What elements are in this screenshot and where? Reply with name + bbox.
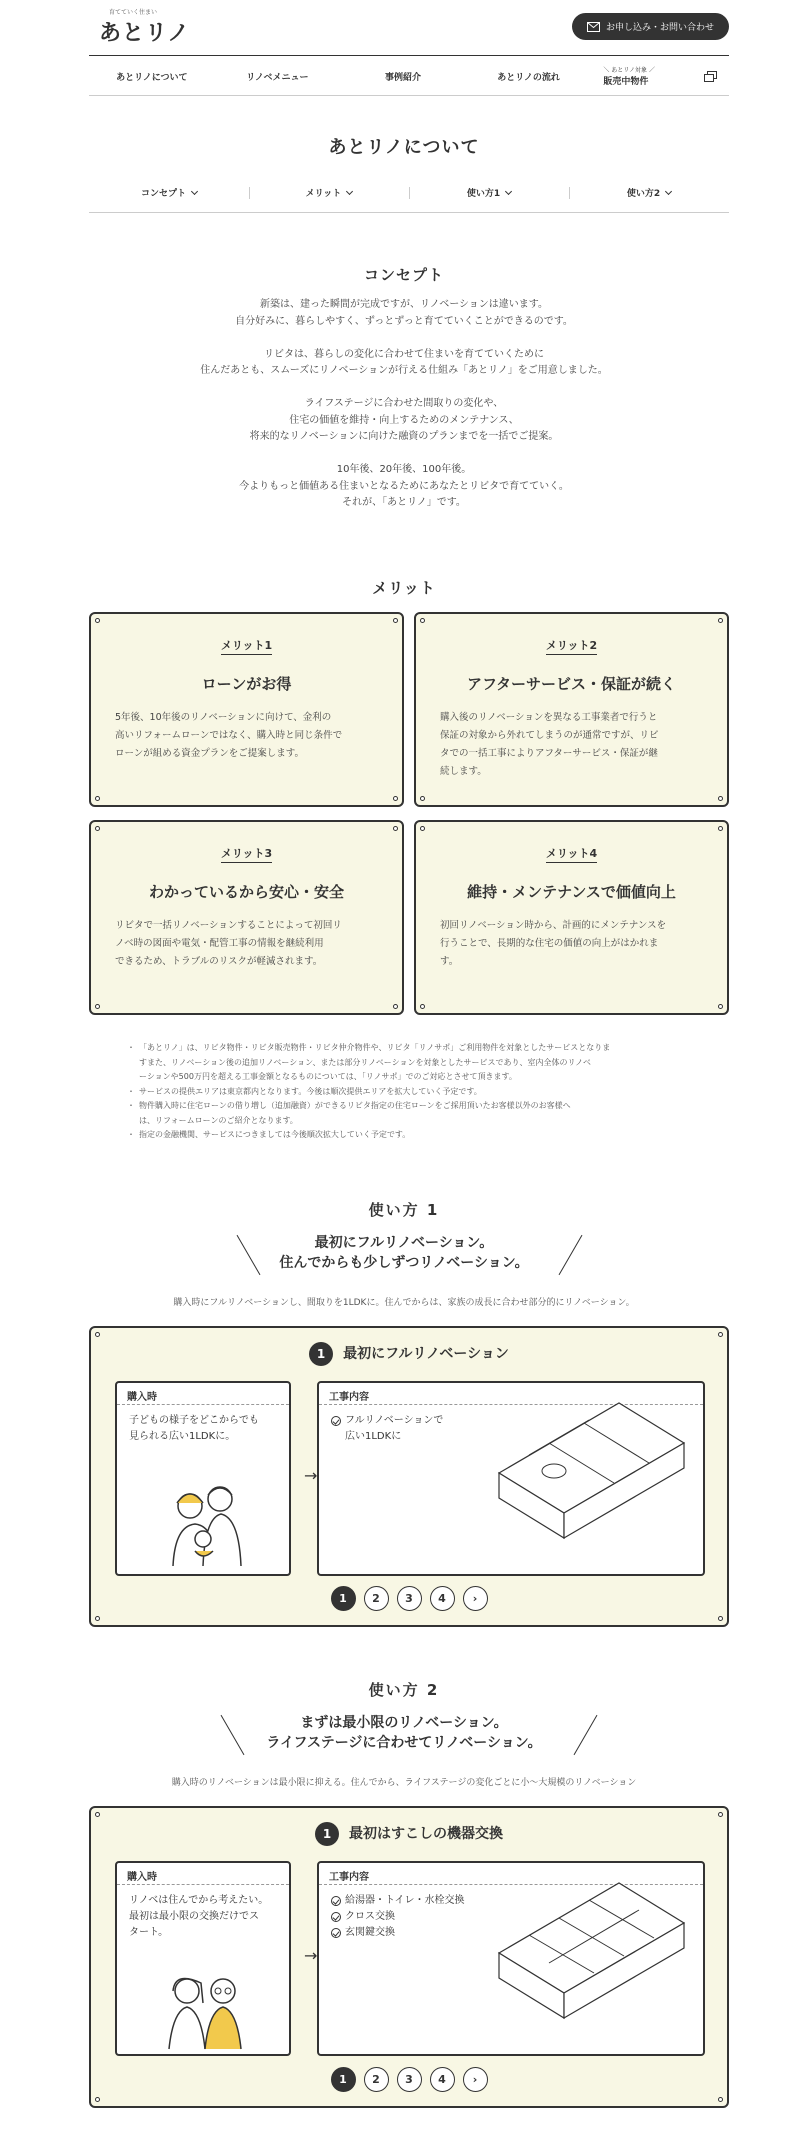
chevron-down-icon [505, 188, 512, 195]
check-item: 玄関鍵交換 [331, 1925, 691, 1941]
merit-card-3 [89, 820, 404, 1015]
check-icon [331, 1912, 341, 1922]
nav-item-about[interactable]: あとリノについて [116, 72, 188, 83]
usage1-lead: 最初にフルリノベーション。 住んでからも少しずつリノベーション。 [279, 1235, 529, 1271]
anchor-merit[interactable]: メリット [249, 186, 409, 206]
floorplan-illustration [489, 1873, 689, 2023]
family-illustration [155, 1471, 255, 1571]
page-title: あとリノについて [328, 137, 480, 158]
pager-page[interactable]: 1 [331, 1586, 356, 1611]
notes-list [127, 1041, 687, 1143]
arrow-right-icon: → [304, 1466, 318, 1485]
nav-item-for-sale[interactable] [591, 57, 729, 95]
nav-item-flow[interactable]: あとリノの流れ [497, 72, 560, 83]
step-title: 1 最初にフルリノベーション [91, 1342, 727, 1366]
chevron-down-icon [346, 188, 353, 195]
check-icon [331, 1896, 341, 1906]
logo-tagline: 育てていく住まい [109, 9, 158, 16]
mail-icon [587, 22, 600, 32]
check-item: 給湯器・トイレ・水栓交換 [331, 1893, 691, 1909]
contact-button[interactable] [572, 13, 729, 40]
concept-heading: コンセプト [363, 266, 444, 284]
external-link-icon [707, 71, 717, 79]
nav-sale-caption: ＼ あとリノ対象 ／ [603, 67, 655, 74]
before-pane: 購入時 子どもの様子をどこからでも 見られる広い1LDKに。 [115, 1381, 291, 1576]
merit-title: ローンがお得 [201, 675, 292, 693]
anchor-nav [89, 186, 729, 206]
site-header [89, 0, 729, 58]
merit-tag: メリット2 [416, 637, 727, 653]
note-item: ・ 物件購入時に住宅ローンの借り増し（追加融資）ができるリビタ指定の住宅ローンをご採用頂いたお客様以外のお客様へ は、リフォームローンのご紹介となります。 [127, 1099, 687, 1128]
chevron-right-icon[interactable]: › [463, 2067, 488, 2092]
pager-page[interactable]: 3 [397, 2067, 422, 2092]
work-pane: 工事内容 給湯器・トイレ・水栓交換 クロス交換 玄関鍵交換 [317, 1861, 705, 2056]
anchor-usage1[interactable]: 使い方1 [409, 186, 569, 206]
check-icon [331, 1928, 341, 1938]
usage1-desc: 購入時にフルリノベーションし、間取りを1LDKに。住んでからは、家族の成長に合わせ部分的にリノベーション。 [173, 1298, 635, 1308]
anchor-concept[interactable]: コンセプト [89, 186, 249, 206]
concept-paragraph: リビタは、暮らしの変化に合わせて住まいを育てていくために 住んだあとも、スムーズにリノベーションが行える仕組み「あとリノ」をご用意しました。 [200, 348, 608, 376]
usage1-heading: 使い方 1 [368, 1201, 440, 1219]
nav-item-cases[interactable]: 事例紹介 [384, 72, 421, 83]
anchor-divider [89, 212, 729, 213]
chevron-down-icon [665, 188, 672, 195]
couple-illustration [155, 1961, 255, 2051]
note-item: ・ 「あとリノ」は、リビタ物件・リビタ販売物件・リビタ仲介物件や、リビタ「リノサポ」ご利用物件を対象としたサービスとなりま すまた、リノベーション後の追加リノベーション、または部分リノベーションを対象としたサービスであり、室内全体のリノベ ーションや500万円を超える工事金額となるものについては、「リノサポ」でのご対応とさせて頂きます。 [127, 1041, 687, 1085]
merit-card-4 [414, 820, 729, 1015]
concept-paragraph: 10年後、20年後、100年後。 今よりもっと価値ある住まいとなるためにあなたとリビタで育てていく。 それが、「あとリノ」です。 [239, 464, 569, 508]
merit-title: 維持・メンテナンスで価値向上 [467, 883, 676, 901]
merit-tag: メリット1 [91, 637, 402, 653]
note-item: ・ 指定の金融機関、サービスにつきましては今後順次拡大していく予定です。 [127, 1128, 687, 1143]
usage2-box [89, 1806, 729, 2108]
concept-text [0, 297, 808, 528]
pager-page[interactable]: 4 [430, 1586, 455, 1611]
work-pane: 工事内容 フルリノベーションで 広い1LDKに [317, 1381, 705, 1576]
merit-tag: メリット4 [416, 845, 727, 861]
contact-label: お申し込み・お問い合わせ [605, 23, 714, 33]
usage1-box [89, 1326, 729, 1627]
step-pager [91, 1586, 727, 1611]
merit-desc: 初回リノベーション時から、計画的にメンテナンスを 行うことで、長期的な住宅の価値の向上がはかれま す。 [440, 920, 667, 967]
merit-title: アフターサービス・保証が続く [467, 675, 676, 693]
usage2-desc: 購入時のリノベーションは最小限に抑える。住んでから、ライフステージの変化ごとに小〜大規模のリノベーション [171, 1778, 637, 1788]
header-divider [89, 55, 729, 56]
chevron-down-icon [191, 188, 198, 195]
pager-page[interactable]: 3 [397, 1586, 422, 1611]
pager-page[interactable]: 4 [430, 2067, 455, 2092]
nav-sale-label: 販売中物件 [603, 77, 649, 87]
merit-desc: 購入後のリノベーションを異なる工事業者で行うと 保証の対象から外れてしまうのが通常ですが、リビ タでの一括工事によりアフターサービス・保証が継 続します。 [440, 712, 659, 777]
merit-card-2 [414, 612, 729, 807]
before-pane: 購入時 リノベは住んでから考えたい。 最初は最小限の交換だけでス タート。 [115, 1861, 291, 2056]
merit-heading: メリット [372, 579, 436, 597]
merit-desc: 5年後、10年後のリノベーションに向けて、金利の 高いリフォームローンではなく、購入時と同じ条件で ローンが組める資金プランをご提案します。 [115, 712, 343, 759]
arrow-right-icon: → [304, 1946, 318, 1965]
anchor-usage2[interactable]: 使い方2 [569, 186, 729, 206]
check-item: フルリノベーションで [331, 1413, 691, 1429]
site-logo[interactable]: あとリノ [99, 20, 191, 46]
merit-card-1 [89, 612, 404, 807]
usage2-heading: 使い方 2 [368, 1681, 440, 1699]
step-pager [91, 2067, 727, 2092]
check-item: クロス交換 [331, 1909, 691, 1925]
pager-page[interactable]: 1 [331, 2067, 356, 2092]
pager-page[interactable]: 2 [364, 1586, 389, 1611]
merit-desc: リビタで一括リノベーションすることによって初回リ ノベ時の図面や電気・配管工事の情報を継続利用 できるため、トラブルのリスクが軽減されます。 [115, 920, 342, 967]
merit-title: わかっているから安心・安全 [148, 883, 344, 901]
check-icon [331, 1416, 341, 1426]
floorplan-illustration [489, 1393, 689, 1543]
concept-paragraph: 新築は、建った瞬間が完成ですが、リノベーションは違います。 自分好みに、暮らしやすく、ずっとずっと育てていくことができるのです。 [235, 299, 573, 327]
note-item: ・ サービスの提供エリアは東京都内となります。今後は順次提供エリアを拡大していく予定です。 [127, 1085, 687, 1100]
pager-page[interactable]: 2 [364, 2067, 389, 2092]
nav-divider [89, 95, 729, 96]
merit-tag: メリット3 [91, 845, 402, 861]
chevron-right-icon[interactable]: › [463, 1586, 488, 1611]
step-title: 1 最初はすこしの機器交換 [91, 1822, 727, 1846]
nav-item-menu[interactable]: リノベメニュー [246, 72, 309, 83]
concept-paragraph: ライフステージに合わせた間取りの変化や、 住宅の価値を維持・向上するためのメンテナンス、 将来的なリノベーションに向けた融資のプランまでを一括でご提案。 [249, 398, 559, 442]
usage2-lead: まずは最小限のリノベーション。 ライフステージに合わせてリノベーション。 [266, 1715, 542, 1751]
global-nav [89, 57, 729, 95]
